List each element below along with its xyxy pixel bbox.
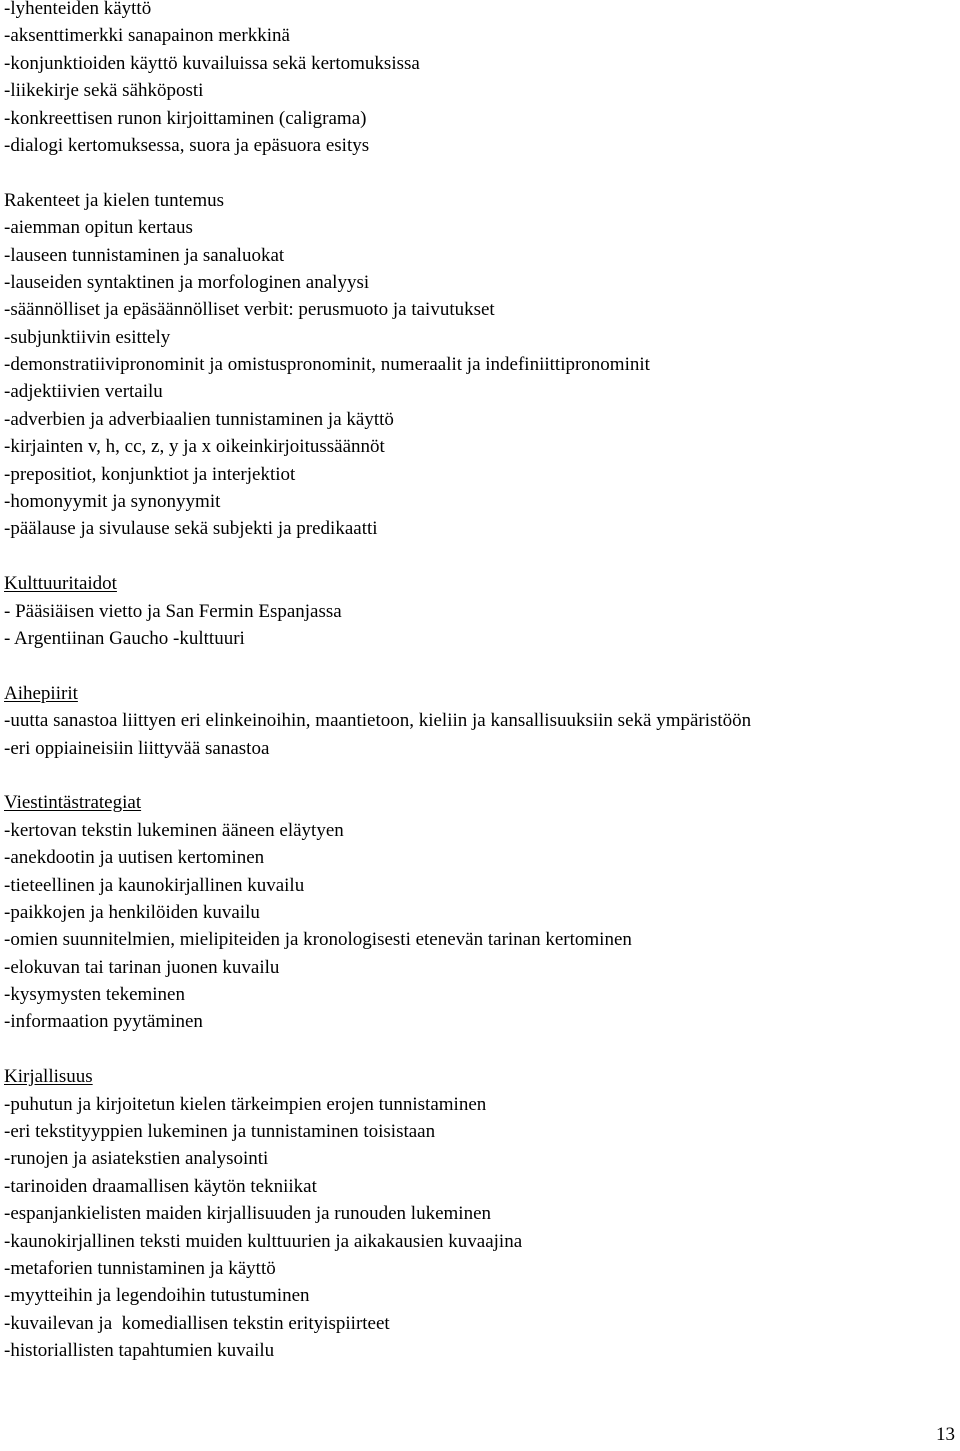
section-heading: Rakenteet ja kielen tuntemus [4, 189, 225, 211]
section-heading: Aihepiirit [4, 682, 78, 704]
list-item: -kysymysten tekeminen [4, 984, 185, 1006]
intro-list [4, 0, 954, 159]
document-page [4, 0, 954, 1365]
list-item: -lyhenteiden käyttö [4, 0, 152, 19]
list-item: -elokuvan tai tarinan juonen kuvailu [4, 956, 280, 978]
list-item: -informaation pyytäminen [4, 1011, 203, 1033]
spacer [4, 543, 954, 570]
list-item: -kuvailevan ja komediallisen tekstin erityispiirteet [4, 1312, 390, 1334]
spacer [4, 652, 954, 679]
spacer [4, 762, 954, 789]
list-item: -adjektiivien vertailu [4, 381, 163, 403]
list-item: -tarinoiden draamallisen käytön tekniikat [4, 1175, 317, 1197]
section-heading: Viestintästrategiat [4, 792, 142, 814]
list-item: -anekdootin ja uutisen kertominen [4, 847, 265, 869]
list-item: -demonstratiivipronominit ja omistuspronominit, numeraalit ja indefiniittipronominit [4, 354, 650, 376]
list-item: -metaforien tunnistaminen ja käyttö [4, 1257, 276, 1279]
page-number: 13 [936, 1424, 955, 1445]
section-rakenteet [4, 187, 954, 543]
list-item: -dialogi kertomuksessa, suora ja epäsuora esitys [4, 134, 370, 156]
list-item: -homonyymit ja synonyymit [4, 491, 221, 513]
list-item: -aksenttimerkki sanapainon merkkinä [4, 25, 290, 47]
section-heading: Kulttuuritaidot [4, 573, 117, 595]
section-kirjallisuus [4, 1063, 954, 1364]
list-item: -myytteihin ja legendoihin tutustuminen [4, 1285, 310, 1307]
list-item: -kaunokirjallinen teksti muiden kulttuurien ja aikakausien kuvaajina [4, 1230, 523, 1252]
list-item: -kertovan tekstin lukeminen ääneen eläytyen [4, 819, 344, 841]
list-item: -omien suunnitelmien, mielipiteiden ja kronologisesti etenevän tarinan kertominen [4, 929, 632, 951]
spacer [4, 1036, 954, 1063]
list-item: -runojen ja asiatekstien analysointi [4, 1148, 269, 1170]
list-item: -subjunktiivin esittely [4, 326, 171, 348]
list-item: -tieteellinen ja kaunokirjallinen kuvailu [4, 874, 305, 896]
list-item: -säännölliset ja epäsäännölliset verbit: perusmuoto ja taivutukset [4, 299, 495, 321]
section-viestintastrategiat [4, 789, 954, 1036]
list-item: -konjunktioiden käyttö kuvailuissa sekä kertomuksissa [4, 52, 420, 74]
list-item: -historiallisten tapahtumien kuvailu [4, 1340, 275, 1362]
list-item: -aiemman opitun kertaus [4, 217, 193, 239]
section-heading: Kirjallisuus [4, 1066, 93, 1088]
list-item: -uutta sanastoa liittyen eri elinkeinoihin, maantietoon, kieliin ja kansallisuuksiin sekä ympäristöön [4, 710, 752, 732]
list-item: -espanjankielisten maiden kirjallisuuden ja runouden lukeminen [4, 1203, 492, 1225]
spacer [4, 159, 954, 186]
list-item: -liikekirje sekä sähköposti [4, 80, 204, 102]
list-item: -kirjainten v, h, cc, z, y ja x oikeinkirjoitussäännöt [4, 436, 385, 458]
list-item: -lauseiden syntaktinen ja morfologinen analyysi [4, 271, 370, 293]
list-item: -päälause ja sivulause sekä subjekti ja predikaatti [4, 518, 378, 540]
list-item: -konkreettisen runon kirjoittaminen (caligrama) [4, 107, 367, 129]
list-item: -eri tekstityyppien lukeminen ja tunnistaminen toisistaan [4, 1121, 436, 1143]
section-kulttuuritaidot [4, 570, 954, 652]
list-item: -lauseen tunnistaminen ja sanaluokat [4, 244, 285, 266]
list-item: - Argentiinan Gaucho -kulttuuri [4, 627, 245, 649]
list-item: -adverbien ja adverbiaalien tunnistaminen ja käyttö [4, 408, 394, 430]
list-item: -prepositiot, konjunktiot ja interjektiot [4, 463, 296, 485]
section-aihepiirit [4, 680, 954, 762]
list-item: -puhutun ja kirjoitetun kielen tärkeimpien erojen tunnistaminen [4, 1093, 487, 1115]
list-item: -paikkojen ja henkilöiden kuvailu [4, 901, 260, 923]
list-item: - Pääsiäisen vietto ja San Fermin Espanjassa [4, 600, 342, 622]
list-item: -eri oppiaineisiin liittyvää sanastoa [4, 737, 270, 759]
